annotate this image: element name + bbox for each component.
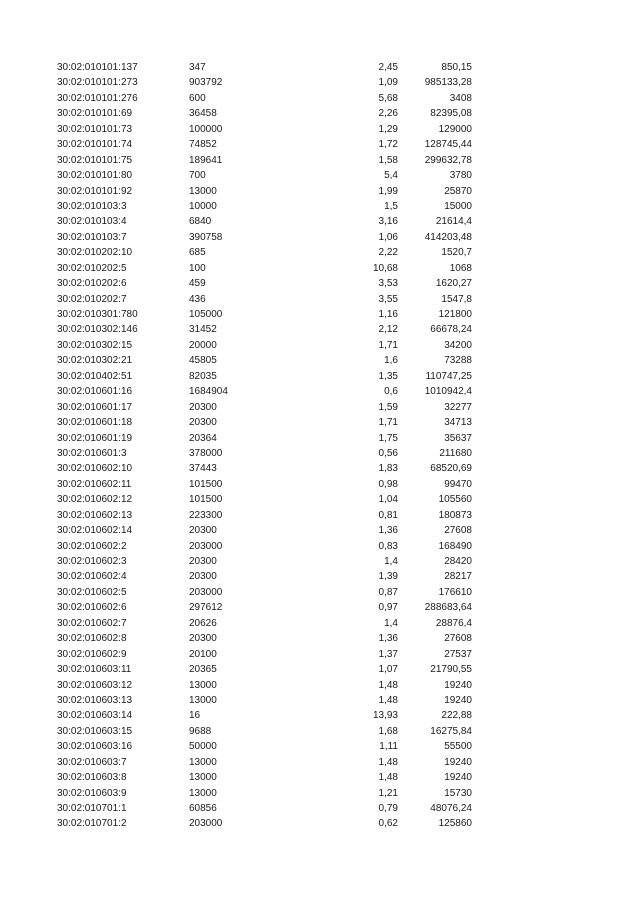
quantity-cell: 101500 <box>189 494 223 506</box>
quantity-cell: 20300 <box>189 556 217 567</box>
total-cell: 1620,27 <box>435 278 472 290</box>
table-row <box>0 585 640 600</box>
rate-cell: 1,09 <box>378 77 398 89</box>
rate-cell: 5,68 <box>378 92 398 104</box>
quantity-cell: 203000 <box>189 818 223 830</box>
quantity-cell: 189641 <box>189 154 223 166</box>
rate-cell: 1,75 <box>378 432 398 444</box>
quantity-cell: 20300 <box>189 401 217 413</box>
table-row <box>0 230 640 245</box>
total-cell: 73288 <box>444 355 472 367</box>
total-cell: 128745,44 <box>424 139 472 151</box>
quantity-cell: 105000 <box>189 309 223 320</box>
rate-cell: 0,98 <box>378 478 398 490</box>
cadastral-number-cell: 30:02:010103:4 <box>57 216 127 228</box>
quantity-cell: 20300 <box>189 633 217 645</box>
cadastral-number-cell: 30:02:010101:75 <box>57 154 133 166</box>
rate-cell: 3,53 <box>378 278 398 290</box>
quantity-cell: 20364 <box>189 432 217 444</box>
table-row <box>0 75 640 90</box>
total-cell: 66678,24 <box>430 324 472 336</box>
total-cell: 35637 <box>444 432 472 444</box>
rate-cell: 1,48 <box>378 679 398 691</box>
table-row <box>0 600 640 615</box>
rate-cell: 10,68 <box>372 262 398 274</box>
rate-cell: 3,16 <box>378 216 398 228</box>
total-cell: 27608 <box>444 633 472 645</box>
table-row <box>0 539 640 554</box>
total-cell: 28420 <box>444 556 472 567</box>
cadastral-number-cell: 30:02:010602:13 <box>57 509 133 521</box>
table-row <box>0 122 640 137</box>
rate-cell: 2,45 <box>378 62 398 73</box>
rate-cell: 13,93 <box>372 710 398 722</box>
quantity-cell: 37443 <box>189 463 217 475</box>
quantity-cell: 20100 <box>189 648 217 660</box>
cadastral-number-cell: 30:02:010302:146 <box>57 324 138 336</box>
cadastral-number-cell: 30:02:010101:137 <box>57 62 138 73</box>
quantity-cell: 203000 <box>189 540 223 552</box>
rate-cell: 1,48 <box>378 772 398 784</box>
total-cell: 55500 <box>444 741 472 753</box>
cadastral-number-cell: 30:02:010601:17 <box>57 401 133 413</box>
total-cell: 850,15 <box>441 62 472 73</box>
rate-cell: 0,62 <box>378 818 398 830</box>
quantity-cell: 6840 <box>189 216 212 228</box>
total-cell: 27608 <box>444 525 472 537</box>
quantity-cell: 20300 <box>189 571 217 583</box>
table-row <box>0 554 640 569</box>
cadastral-number-cell: 30:02:010603:8 <box>57 772 127 784</box>
total-cell: 15000 <box>444 200 472 212</box>
rate-cell: 0,79 <box>378 803 398 814</box>
total-cell: 288683,64 <box>424 602 472 614</box>
total-cell: 99470 <box>444 478 472 490</box>
quantity-cell: 20000 <box>189 339 217 351</box>
quantity-cell: 31452 <box>189 324 217 336</box>
rate-cell: 2,26 <box>378 108 398 120</box>
rate-cell: 1,68 <box>378 725 398 737</box>
quantity-cell: 16 <box>189 710 201 722</box>
table-row <box>0 477 640 492</box>
cadastral-number-cell: 30:02:010603:11 <box>57 664 132 676</box>
cadastral-number-cell: 30:02:010603:7 <box>57 756 127 768</box>
table-row <box>0 322 640 337</box>
quantity-cell: 13000 <box>189 694 217 706</box>
rate-cell: 0,87 <box>378 586 398 598</box>
rate-cell: 1,83 <box>378 463 398 475</box>
rate-cell: 2,12 <box>378 324 398 336</box>
total-cell: 68520,69 <box>430 463 472 475</box>
quantity-cell: 378000 <box>189 447 223 459</box>
cadastral-number-cell: 30:02:010402:51 <box>57 370 133 382</box>
rate-cell: 1,5 <box>384 200 398 212</box>
cadastral-number-cell: 30:02:010603:14 <box>57 710 133 722</box>
total-cell: 121800 <box>438 309 472 320</box>
table-row <box>0 292 640 307</box>
total-cell: 19240 <box>444 694 472 706</box>
cadastral-number-cell: 30:02:010301:780 <box>57 309 138 320</box>
table-row <box>0 276 640 291</box>
rate-cell: 1,07 <box>378 664 398 676</box>
total-cell: 222,88 <box>441 710 472 722</box>
table-row <box>0 446 640 461</box>
cadastral-number-cell: 30:02:010603:12 <box>57 679 133 691</box>
table-row <box>0 816 640 831</box>
data-table <box>0 60 640 832</box>
quantity-cell: 685 <box>189 247 206 259</box>
cadastral-number-cell: 30:02:010701:2 <box>57 818 127 830</box>
total-cell: 110747,25 <box>425 370 472 382</box>
rate-cell: 1,71 <box>378 417 398 429</box>
cadastral-number-cell: 30:02:010602:11 <box>57 478 132 490</box>
quantity-cell: 600 <box>189 92 206 104</box>
quantity-cell: 20365 <box>189 664 217 676</box>
table-row <box>0 261 640 276</box>
table-row <box>0 400 640 415</box>
cadastral-number-cell: 30:02:010602:12 <box>57 494 133 506</box>
cadastral-number-cell: 30:02:010602:6 <box>57 602 127 614</box>
quantity-cell: 36458 <box>189 108 217 120</box>
rate-cell: 1,71 <box>378 339 398 351</box>
rate-cell: 0,83 <box>378 540 398 552</box>
quantity-cell: 101500 <box>189 478 223 490</box>
total-cell: 28217 <box>444 571 472 583</box>
cadastral-number-cell: 30:02:010602:7 <box>57 617 127 629</box>
table-row <box>0 647 640 662</box>
table-row <box>0 353 640 368</box>
cadastral-number-cell: 30:02:010701:1 <box>57 803 127 814</box>
cadastral-number-cell: 30:02:010302:21 <box>57 355 133 367</box>
cadastral-number-cell: 30:02:010602:10 <box>57 463 133 475</box>
rate-cell: 1,29 <box>378 123 398 135</box>
rate-cell: 1,59 <box>378 401 398 413</box>
rate-cell: 1,39 <box>378 571 398 583</box>
cadastral-number-cell: 30:02:010101:80 <box>57 170 133 182</box>
rate-cell: 1,58 <box>378 154 398 166</box>
quantity-cell: 20626 <box>189 617 217 629</box>
total-cell: 32277 <box>444 401 472 413</box>
table-row <box>0 786 640 801</box>
total-cell: 129000 <box>438 123 472 135</box>
table-row <box>0 199 640 214</box>
rate-cell: 1,99 <box>378 185 398 197</box>
total-cell: 985133,28 <box>424 77 472 89</box>
total-cell: 414203,48 <box>424 231 472 243</box>
table-row <box>0 338 640 353</box>
quantity-cell: 459 <box>189 278 206 290</box>
cadastral-number-cell: 30:02:010601:3 <box>57 447 127 459</box>
quantity-cell: 20300 <box>189 525 217 537</box>
cadastral-number-cell: 30:02:010101:276 <box>57 92 138 104</box>
quantity-cell: 45805 <box>189 355 217 367</box>
table-row <box>0 631 640 646</box>
cadastral-number-cell: 30:02:010602:5 <box>57 586 127 598</box>
rate-cell: 1,35 <box>378 370 398 382</box>
table-row <box>0 708 640 723</box>
quantity-cell: 13000 <box>189 787 217 799</box>
total-cell: 1068 <box>449 262 472 274</box>
rate-cell: 1,48 <box>378 756 398 768</box>
total-cell: 82395,08 <box>430 108 472 120</box>
cadastral-number-cell: 30:02:010202:10 <box>57 247 133 259</box>
quantity-cell: 60856 <box>189 803 217 814</box>
table-row <box>0 724 640 739</box>
table-row <box>0 662 640 677</box>
rate-cell: 1,37 <box>378 648 398 660</box>
total-cell: 1547,8 <box>441 293 472 305</box>
total-cell: 25870 <box>444 185 472 197</box>
cadastral-number-cell: 30:02:010601:16 <box>57 386 133 398</box>
table-row <box>0 492 640 507</box>
cadastral-number-cell: 30:02:010202:7 <box>57 293 127 305</box>
total-cell: 299632,78 <box>424 154 472 166</box>
total-cell: 19240 <box>444 756 472 768</box>
total-cell: 176610 <box>438 586 472 598</box>
total-cell: 21790,55 <box>430 664 472 676</box>
total-cell: 34713 <box>444 417 472 429</box>
quantity-cell: 9688 <box>189 725 212 737</box>
table-row <box>0 184 640 199</box>
cadastral-number-cell: 30:02:010601:18 <box>57 417 133 429</box>
rate-cell: 1,16 <box>378 309 398 320</box>
total-cell: 19240 <box>444 772 472 784</box>
cadastral-number-cell: 30:02:010602:4 <box>57 571 127 583</box>
cadastral-number-cell: 30:02:010101:69 <box>57 108 133 120</box>
rate-cell: 1,48 <box>378 694 398 706</box>
cadastral-number-cell: 30:02:010603:13 <box>57 694 133 706</box>
quantity-cell: 700 <box>189 170 206 182</box>
rate-cell: 1,4 <box>384 556 398 567</box>
rate-cell: 3,55 <box>378 293 398 305</box>
cadastral-number-cell: 30:02:010101:73 <box>57 123 133 135</box>
quantity-cell: 13000 <box>189 679 217 691</box>
table-row <box>0 60 640 75</box>
quantity-cell: 1684904 <box>189 386 228 398</box>
quantity-cell: 297612 <box>189 602 223 614</box>
cadastral-number-cell: 30:02:010602:9 <box>57 648 127 660</box>
table-row <box>0 569 640 584</box>
table-row <box>0 245 640 260</box>
quantity-cell: 74852 <box>189 139 217 151</box>
rate-cell: 0,97 <box>378 602 398 614</box>
table-row <box>0 137 640 152</box>
cadastral-number-cell: 30:02:010603:9 <box>57 787 127 799</box>
table-row <box>0 106 640 121</box>
total-cell: 1010942,4 <box>424 386 472 398</box>
total-cell: 3408 <box>449 92 472 104</box>
rate-cell: 5,4 <box>384 170 398 182</box>
table-row <box>0 431 640 446</box>
cadastral-number-cell: 30:02:010602:8 <box>57 633 127 645</box>
cadastral-number-cell: 30:02:010603:16 <box>57 741 133 753</box>
table-row <box>0 168 640 183</box>
cadastral-number-cell: 30:02:010602:3 <box>57 556 127 567</box>
cadastral-number-cell: 30:02:010103:7 <box>57 231 127 243</box>
total-cell: 34200 <box>444 339 472 351</box>
cadastral-number-cell: 30:02:010101:74 <box>57 139 133 151</box>
quantity-cell: 903792 <box>189 77 223 89</box>
total-cell: 211680 <box>439 447 472 459</box>
table-row <box>0 91 640 106</box>
table-row <box>0 384 640 399</box>
cadastral-number-cell: 30:02:010101:92 <box>57 185 133 197</box>
rate-cell: 0,6 <box>384 386 398 398</box>
table-row <box>0 801 640 816</box>
table-row <box>0 214 640 229</box>
quantity-cell: 13000 <box>189 756 217 768</box>
table-row <box>0 415 640 430</box>
quantity-cell: 10000 <box>189 200 217 212</box>
table-row <box>0 678 640 693</box>
table-row <box>0 307 640 322</box>
quantity-cell: 13000 <box>189 185 217 197</box>
cadastral-number-cell: 30:02:010202:5 <box>57 262 127 274</box>
cadastral-number-cell: 30:02:010202:6 <box>57 278 127 290</box>
rate-cell: 1,6 <box>384 355 398 367</box>
rate-cell: 1,36 <box>378 525 398 537</box>
table-row <box>0 523 640 538</box>
table-row <box>0 508 640 523</box>
total-cell: 1520,7 <box>441 247 472 259</box>
cadastral-number-cell: 30:02:010602:2 <box>57 540 127 552</box>
quantity-cell: 436 <box>189 293 206 305</box>
quantity-cell: 50000 <box>189 741 217 753</box>
rate-cell: 1,11 <box>379 741 398 753</box>
cadastral-number-cell: 30:02:010602:14 <box>57 525 133 537</box>
table-row <box>0 693 640 708</box>
total-cell: 48076,24 <box>430 803 472 814</box>
table-row <box>0 616 640 631</box>
rate-cell: 1,21 <box>378 787 398 799</box>
cadastral-number-cell: 30:02:010603:15 <box>57 725 133 737</box>
quantity-cell: 82035 <box>189 370 217 382</box>
total-cell: 168490 <box>438 540 472 552</box>
rate-cell: 1,4 <box>384 617 398 629</box>
table-row <box>0 739 640 754</box>
total-cell: 15730 <box>444 787 472 799</box>
cadastral-number-cell: 30:02:010601:19 <box>57 432 133 444</box>
table-row <box>0 369 640 384</box>
cadastral-number-cell: 30:02:010101:273 <box>57 77 138 89</box>
table-row <box>0 755 640 770</box>
table-row <box>0 461 640 476</box>
cadastral-number-cell: 30:02:010103:3 <box>57 200 127 212</box>
quantity-cell: 203000 <box>189 586 223 598</box>
rate-cell: 1,72 <box>378 139 398 151</box>
cadastral-number-cell: 30:02:010302:15 <box>57 339 133 351</box>
quantity-cell: 100000 <box>189 123 223 135</box>
total-cell: 125860 <box>438 818 472 830</box>
quantity-cell: 223300 <box>189 509 223 521</box>
quantity-cell: 390758 <box>189 231 223 243</box>
quantity-cell: 13000 <box>189 772 217 784</box>
rate-cell: 1,06 <box>378 231 398 243</box>
rate-cell: 0,56 <box>378 447 398 459</box>
total-cell: 3780 <box>449 170 472 182</box>
rate-cell: 1,04 <box>378 494 398 506</box>
table-row <box>0 770 640 785</box>
table-row <box>0 153 640 168</box>
total-cell: 180873 <box>438 509 472 521</box>
total-cell: 105560 <box>438 494 472 506</box>
quantity-cell: 100 <box>189 262 206 274</box>
rate-cell: 2,22 <box>378 247 398 259</box>
total-cell: 28876,4 <box>435 617 472 629</box>
total-cell: 16275,84 <box>430 725 472 737</box>
total-cell: 21614,4 <box>435 216 472 228</box>
rate-cell: 1,36 <box>378 633 398 645</box>
total-cell: 19240 <box>444 679 472 691</box>
rate-cell: 0,81 <box>378 509 398 521</box>
quantity-cell: 20300 <box>189 417 217 429</box>
quantity-cell: 347 <box>189 62 206 73</box>
total-cell: 27537 <box>444 648 472 660</box>
